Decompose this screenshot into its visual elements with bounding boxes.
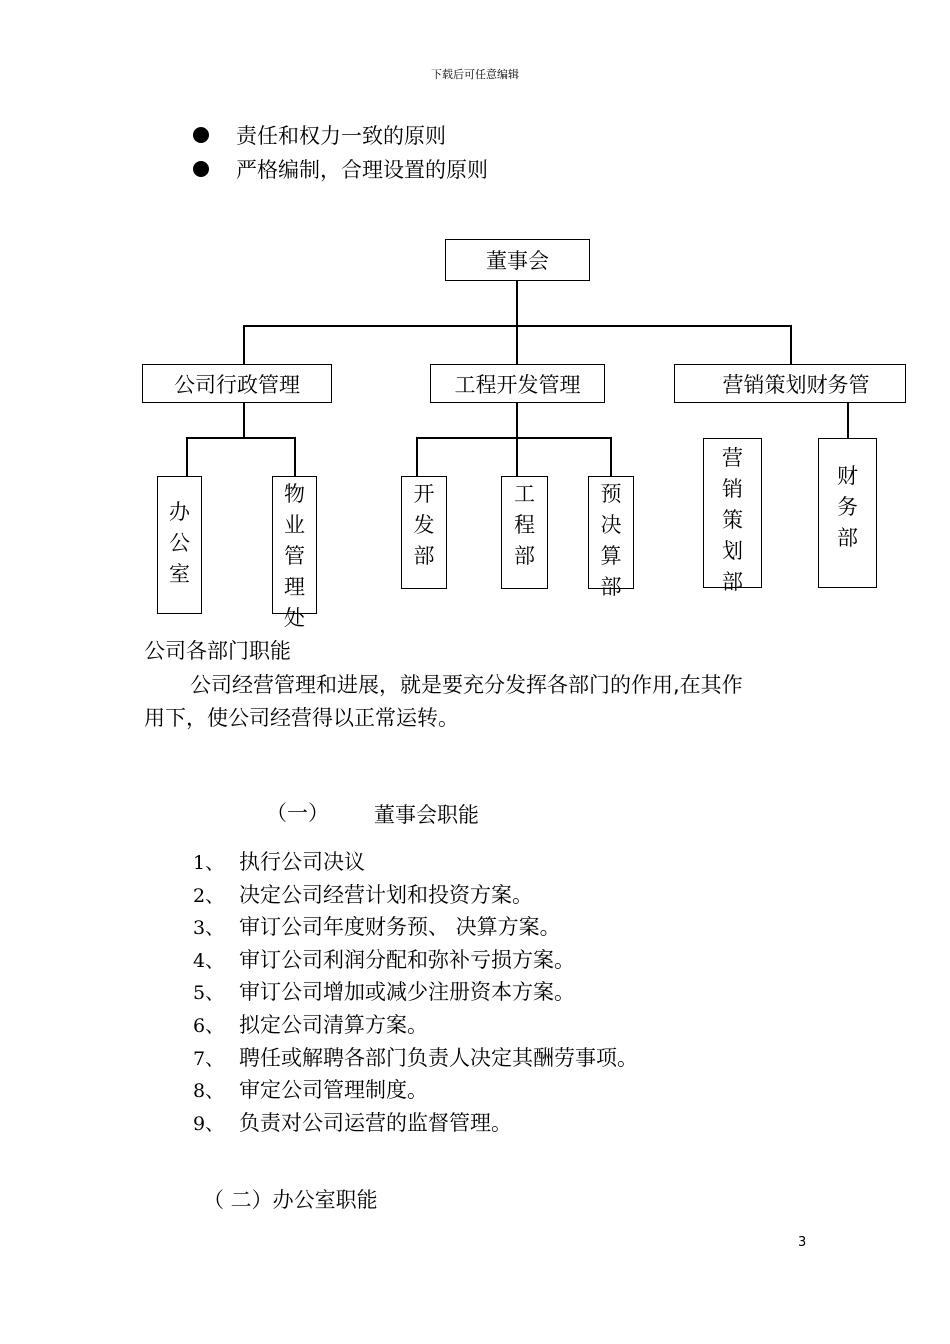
section-two-title: （ 二）办公室职能	[203, 1188, 378, 1212]
org-node-department: 物 业 管 理 处	[272, 476, 317, 614]
principle-text: 责任和权力一致的原则	[236, 124, 446, 148]
principle-text: 严格编制，合理设置的原则	[236, 158, 488, 182]
org-node-division: 营销策划财务管	[674, 364, 906, 403]
section-one-number: （一）	[266, 801, 329, 825]
list-item: 5、 审订公司增加或减少注册资本方案。	[193, 980, 575, 1005]
connector-line	[186, 437, 295, 439]
list-item: 3、 审订公司年度财务预、 决算方案。	[193, 915, 561, 940]
org-node-department: 工 程 部	[501, 476, 548, 589]
list-item: 7、 聘任或解聘各部门负责人决定其酬劳事项。	[193, 1045, 638, 1070]
principle-item	[193, 122, 446, 150]
connector-line	[610, 437, 612, 477]
list-item: 1、 执行公司决议	[193, 850, 365, 874]
connector-line	[516, 402, 518, 438]
org-node-root: 董事会	[445, 239, 590, 281]
body-paragraph-line: 用下，使公司经营得以正常运转。	[144, 706, 459, 730]
bullet-dot-icon	[193, 161, 209, 177]
org-node-department: 营 销 策 划 部	[703, 438, 762, 588]
connector-line	[243, 402, 245, 438]
connector-line	[294, 437, 296, 477]
body-paragraph-line: 公司经营管理和进展，就是要充分发挥各部门的作用,在其作	[190, 673, 743, 697]
org-node-division: 工程开发管理	[430, 364, 605, 403]
connector-line	[243, 325, 245, 365]
connector-line	[186, 437, 188, 477]
page-number: 3	[798, 1235, 807, 1250]
org-node-division: 公司行政管理	[142, 364, 332, 403]
bullet-dot-icon	[193, 127, 209, 143]
section-heading: 公司各部门职能	[144, 639, 291, 663]
section-one-title: 董事会职能	[374, 803, 479, 827]
connector-line	[516, 437, 518, 477]
list-item: 2、 决定公司经营计划和投资方案。	[193, 882, 533, 907]
duty-list	[193, 846, 638, 1139]
list-item: 9、 负责对公司运营的监督管理。	[193, 1110, 512, 1135]
connector-line	[847, 402, 849, 440]
org-node-department: 预 决 算 部	[588, 476, 634, 589]
org-node-department: 办 公 室	[157, 476, 202, 614]
page-header-note: 下载后可任意编辑	[431, 68, 519, 81]
list-item: 8、 审定公司管理制度。	[193, 1078, 428, 1103]
list-item: 6、 拟定公司清算方案。	[193, 1012, 428, 1037]
principle-item	[193, 156, 488, 184]
connector-line	[516, 280, 518, 326]
list-item: 4、 审订公司利润分配和弥补亏损方案。	[193, 947, 575, 972]
connector-line	[790, 325, 792, 365]
org-node-department: 开 发 部	[401, 476, 447, 589]
connector-line	[516, 325, 518, 365]
org-node-department: 财 务 部	[818, 438, 877, 588]
connector-line	[416, 437, 418, 477]
connector-line	[416, 437, 611, 439]
